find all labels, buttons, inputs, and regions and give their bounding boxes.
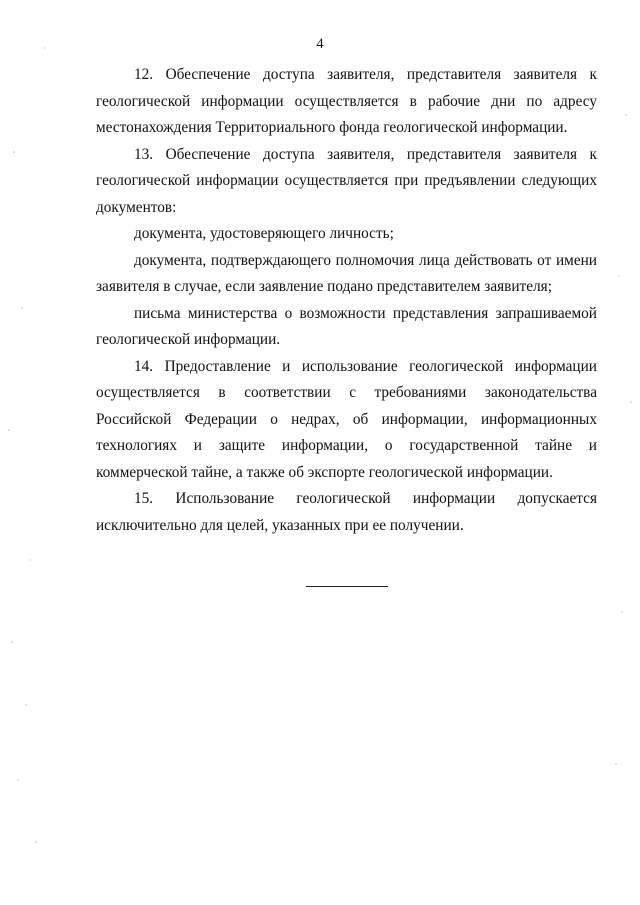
page-number: 4 <box>316 36 324 52</box>
paragraph-15: 15. Использование геологической информации допускается исключительно для целей, указанных при ее получении. <box>96 490 597 534</box>
end-divider-line <box>306 586 388 587</box>
list-item-identity-document: документа, удостоверяющего личность; <box>134 225 394 242</box>
paragraph-12: 12. Обеспечение доступа заявителя, представителя заявителя к геологической информации осуществляется в рабочие дни по адресу местонахождения Территориального фонда геологической информации. <box>96 66 597 136</box>
list-item-ministry-letter: письма министерства о возможности представления запрашиваемой геологической информации. <box>96 304 597 348</box>
paragraph-14: 14. Предоставление и использование геологической информации осуществляется в соответствии с требованиями законодательства Российской Федерации о недрах, об информации, информационных технологиях и защите информации, о государственной тайне и коммерческой тайне, а также об экспорте геологической информации. <box>96 357 597 481</box>
paragraph-13: 13. Обеспечение доступа заявителя, представителя заявителя к геологической информации осуществляется при предъявлении следующих документов: <box>96 145 597 216</box>
list-item-authority-document: документа, подтверждающего полномочия лица действовать от имени заявителя в случае, если заявление подано представителем заявителя; <box>96 251 597 295</box>
document-body <box>96 62 597 539</box>
